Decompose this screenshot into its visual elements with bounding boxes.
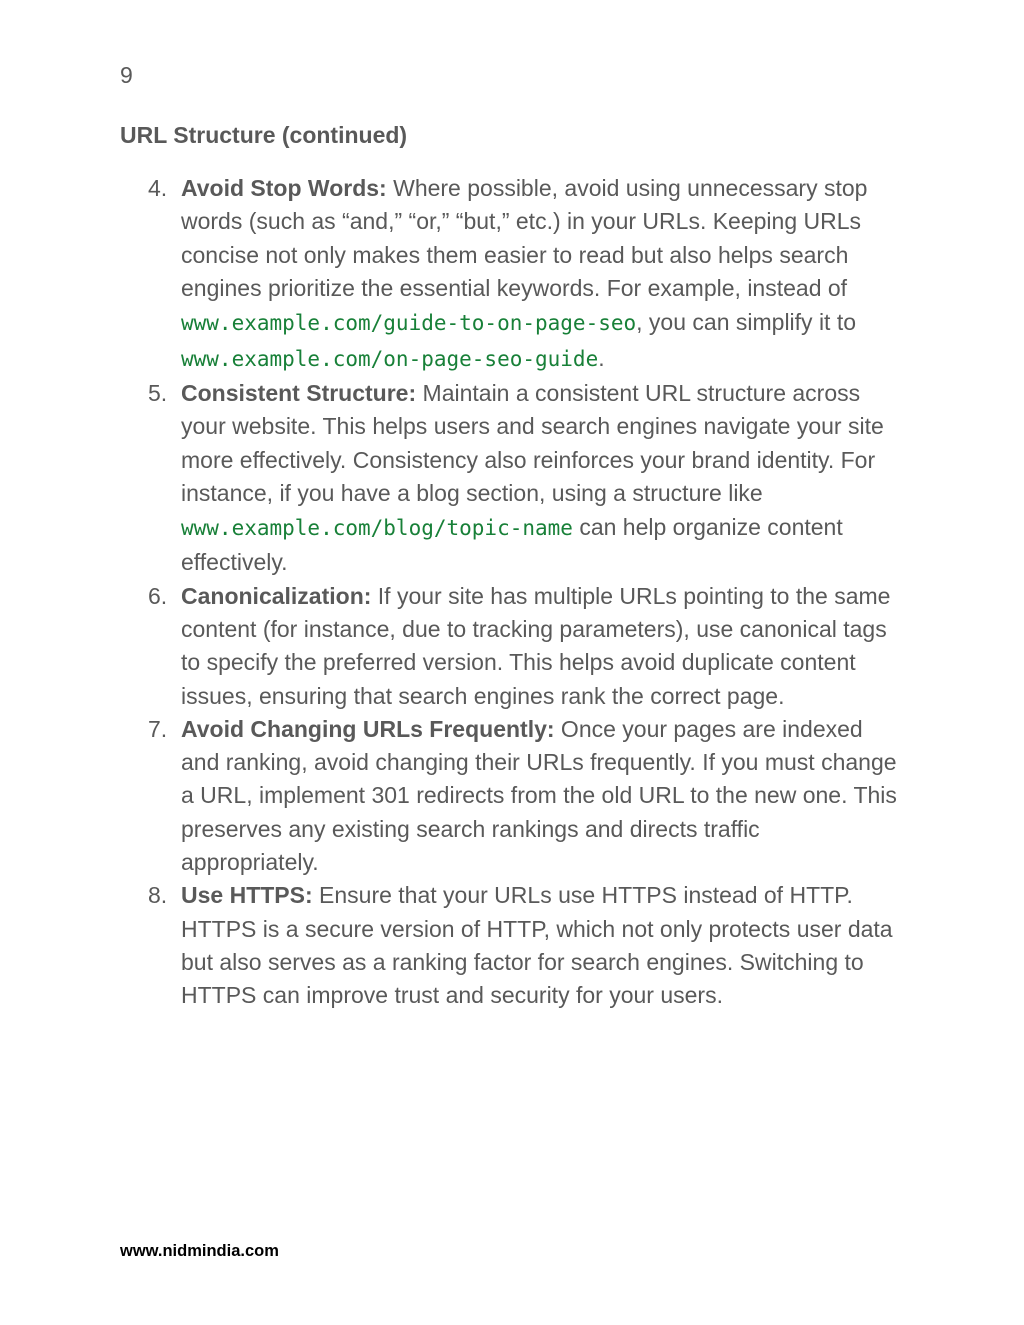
item-text: . [598, 345, 605, 372]
example-url-short: www.example.com/on-page-seo-guide [181, 347, 599, 372]
item-heading: Use HTTPS: [181, 882, 313, 909]
item-text: , you can simplify it to [636, 309, 857, 336]
item-text: Where possible, avoid using unnecessary stop words (such as “and,” “or,” “but,” etc.) in your URLs. Keeping URLs concise not only makes them easier to read but also helps search engines prioritize the essential keywords. For example, instead of [181, 175, 868, 301]
item-number: 7. [148, 715, 168, 742]
item-text: If your site has multiple URLs pointing to the same content (for instance, due to tracking parameters), use canonical tags to specify the preferred version. This helps avoid duplicate content issues, ensuring that search engines rank the correct page. [181, 582, 891, 709]
example-url-blog: www.example.com/blog/topic-name [181, 516, 573, 541]
section-title: URL Structure (continued) [120, 122, 408, 148]
item-heading: Canonicalization: [181, 582, 372, 609]
item-number: 8. [148, 882, 168, 909]
item-heading: Consistent Structure: [181, 380, 417, 407]
url-tips-list [120, 172, 900, 1013]
item-number: 5. [148, 380, 168, 407]
item-text: can help organize content effectively. [181, 514, 843, 576]
list-item-consistent-structure [120, 377, 900, 579]
item-heading: Avoid Stop Words: [181, 175, 387, 201]
list-item-avoid-stop-words [120, 172, 900, 377]
list-item-avoid-changing-urls [120, 713, 900, 879]
list-item-canonicalization [120, 580, 900, 713]
example-url-long: www.example.com/guide-to-on-page-seo [181, 311, 637, 336]
item-heading: Avoid Changing URLs Frequently: [181, 715, 555, 742]
list-item-use-https [120, 879, 900, 1012]
item-number: 6. [148, 582, 168, 609]
item-text: Maintain a consistent URL structure across your website. This helps users and search engines navigate your site more effectively. Consistency also reinforces your brand identity. For instance, if you have a blog section, using a structure like [181, 380, 884, 507]
item-number: 4. [148, 175, 168, 201]
item-text: Ensure that your URLs use HTTPS instead of HTTP. HTTPS is a secure version of HTTP, which not only protects user data but also serves as a ranking factor for search engines. Switching to HTTPS can improve trust and security for your users. [181, 882, 893, 1009]
footer-website: www.nidmindia.com [120, 1242, 279, 1260]
page-number: 9 [120, 62, 133, 88]
item-text: Once your pages are indexed and ranking, avoid changing their URLs frequently. If you must change a URL, implement 301 redirects from the old URL to the new one. This preserves any existing search rankings and directs traffic appropriately. [181, 715, 897, 876]
